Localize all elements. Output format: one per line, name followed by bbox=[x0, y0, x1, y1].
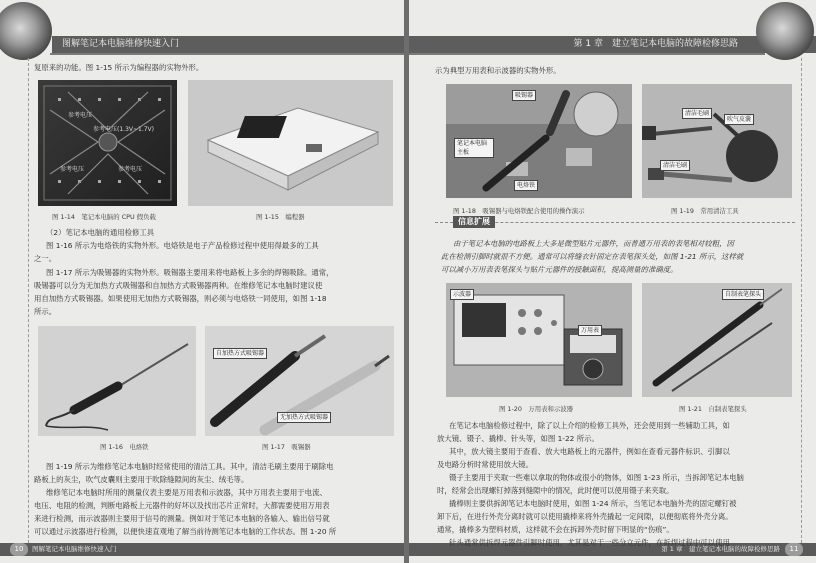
fig-1-16-caption: 图 1-16 电烙铁 bbox=[100, 443, 149, 451]
programmer-photo bbox=[188, 80, 393, 206]
fig-1-21-caption: 图 1-21 自制表笔探头 bbox=[679, 405, 747, 413]
left-para-2a: 图 1-17 所示为吸锡器的实物外形。吸锡器主要用来将电路板上多余的焊锡吸除。通常， bbox=[46, 268, 334, 277]
fig-1-19-label-brush-top: 清洁毛刷 bbox=[682, 108, 712, 119]
cpu-dummy-load-photo bbox=[38, 80, 177, 206]
fig-1-15-caption: 图 1-15 编程器 bbox=[256, 213, 305, 221]
right-page-number: 11 bbox=[785, 543, 803, 556]
left-page-number: 10 bbox=[10, 543, 28, 556]
fig-1-14-label-3: 参考电压 bbox=[60, 166, 85, 173]
fig-1-21-label-probe: 自制表笔探头 bbox=[722, 289, 764, 300]
left-header: 图解笔记本电脑维修快速入门 bbox=[52, 36, 404, 53]
right-header: 第 1 章 建立笔记本电脑的故障检修思路 bbox=[409, 36, 816, 53]
right-para-5a: 针头通常供拆焊元器件引脚时使用，尤其是对于一些分立元件，在拆焊过程中可以使用 bbox=[449, 538, 730, 547]
fig-1-19-label-brush-bottom: 清洁毛刷 bbox=[660, 160, 690, 171]
left-lower-2b: 电压、电阻的检测，判断电路板上元器件的好坏以及找出芯片正常时，大都需要使用万用表 bbox=[34, 501, 330, 510]
left-footer-title: 图解笔记本电脑维修快速入门 bbox=[32, 545, 117, 553]
right-para-3b: 时，经常会出现螺钉掉落到缝隙中的情况，此时便可以使用镊子来夹取。 bbox=[437, 486, 674, 495]
fig-1-20-label-meter: 万用表 bbox=[578, 325, 602, 336]
left-lower-2c: 来进行检测，而示波器则主要用于信号的测量。例如对于笔记本电脑的各输入、输出信号就 bbox=[34, 514, 330, 523]
right-para-4a: 撬棒则主要供拆卸笔记本电脑时使用，如图 1-24 所示，当笔记本电脑外壳的固定螺钉被 bbox=[449, 499, 737, 508]
left-lower-2d: 可以通过示波器进行检测，以便快速直观地了解当前待测笔记本电脑的工作状态。图 1-20 所 bbox=[34, 527, 337, 536]
info-box-line-1: 由于笔记本电脑的电路板上大多是微型贴片元器件，而普通万用表的表笔相对较粗，因 bbox=[453, 239, 734, 248]
right-para-1b: 放大镜、镊子、撬棒、针头等，如图 1-22 所示。 bbox=[437, 434, 599, 443]
chip-logo-icon bbox=[0, 2, 52, 60]
multimeter-oscilloscope-photo bbox=[446, 283, 632, 397]
fig-1-18-label-pump: 吸锡器 bbox=[512, 90, 536, 101]
left-header-rule bbox=[50, 53, 404, 55]
right-para-3a: 镊子主要用于夹取一些难以拿取的物体或很小的物体，如图 1-23 所示，当拆卸笔记本电脑 bbox=[449, 473, 744, 482]
probe-photo bbox=[642, 283, 792, 397]
right-para-2a: 其中，放大镜主要用于查看、放大电路板上的元器件，例如在查看元器件标识、引脚以 bbox=[449, 447, 730, 456]
left-para-1a: 图 1-16 所示为电烙铁的实物外形。电烙铁是电子产品检修过程中使用得最多的工具 bbox=[46, 241, 319, 250]
oscilloscope-icon bbox=[446, 283, 632, 397]
right-footer-title: 第 1 章 建立笔记本电脑的故障检修思路 bbox=[661, 545, 780, 553]
left-footer bbox=[0, 543, 404, 556]
info-box-line-2: 此在检测引脚时就很不方便。通常可以将缝衣针固定在表笔探头处，如图 1-21 所示，这样就 bbox=[441, 252, 744, 261]
cleaning-brush-icon bbox=[642, 84, 792, 198]
info-box-line-3: 可以减小万用表表笔探头与贴片元器件的接触面积，提高测量的准确度。 bbox=[441, 265, 678, 274]
soldering-iron-photo bbox=[38, 326, 196, 436]
left-margin-rule bbox=[28, 58, 29, 543]
left-para-heading: （2）笔记本电脑的通用检修工具 bbox=[46, 228, 155, 237]
circuit-board-icon bbox=[38, 80, 177, 206]
right-para-4b: 卸下后，在进行外壳分离时就可以使用撬棒来将外壳撬起一定间隙，以便彻底将外壳分离。 bbox=[437, 512, 733, 521]
left-para-2d: 所示。 bbox=[34, 307, 57, 316]
info-box-title: 信息扩展 bbox=[453, 216, 495, 228]
left-para-2b: 吸锡器可以分为无加热方式吸锡器和自加热方式吸锡器两种。在维修笔记本电脑时建议使 bbox=[34, 281, 323, 290]
fig-1-14-label-4: 参考电压 bbox=[118, 166, 143, 173]
fig-1-14-label-2: 参考电压(1.3V~1.7V) bbox=[93, 126, 155, 133]
left-para-2c: 用自加热方式吸锡器。如果使用无加热方式吸锡器，则必须与电烙铁一同使用，如图 1-18 bbox=[34, 294, 327, 303]
programmer-device-icon bbox=[188, 80, 393, 206]
right-header-rule bbox=[409, 53, 765, 55]
left-page bbox=[0, 0, 404, 563]
right-page bbox=[409, 0, 816, 563]
left-lower-1b: 路板上的灰尘，吹气皮囊则主要用于吹除缝隙间的灰尘、绒毛等。 bbox=[34, 475, 249, 484]
soldering-iron-icon bbox=[38, 326, 196, 436]
fig-1-20-caption: 图 1-20 万用表和示波器 bbox=[499, 405, 574, 413]
fig-1-18-label-board: 笔记本电脑主板 bbox=[454, 138, 494, 158]
left-para-1b: 之一。 bbox=[34, 254, 57, 263]
chip-logo-icon bbox=[756, 2, 814, 60]
cleaning-tools-photo bbox=[642, 84, 792, 198]
left-intro: 复原来的功能。图 1-15 所示为编程器的实物外形。 bbox=[34, 63, 204, 72]
left-lower-2a: 维修笔记本电脑时所用的测量仪表主要是万用表和示波器，其中万用表主要用于电流、 bbox=[46, 488, 327, 497]
fig-1-17-label-unheated: 无加热方式吸锡器 bbox=[277, 412, 331, 423]
fig-1-20-label-scope: 示波器 bbox=[450, 289, 474, 300]
fig-1-14-label-1: 参考电压 bbox=[68, 112, 93, 119]
fig-1-17-label-heated: 自加热方式吸锡器 bbox=[213, 348, 267, 359]
fig-1-17-caption: 图 1-17 吸锡器 bbox=[262, 443, 311, 451]
right-margin-rule bbox=[801, 58, 802, 543]
desoldering-demo-photo bbox=[446, 84, 632, 198]
fig-1-18-label-iron: 电烙铁 bbox=[514, 180, 538, 191]
fig-1-14-caption: 图 1-14 笔记本电脑的 CPU 假负载 bbox=[52, 213, 156, 221]
right-para-2b: 及电路分析时常使用放大镜。 bbox=[437, 460, 534, 469]
right-para-4c: 通常，撬棒多为塑料材质，这样就不会在拆卸外壳时留下明显的“伤痕”。 bbox=[437, 525, 674, 534]
test-probe-icon bbox=[642, 283, 792, 397]
right-para-1a: 在笔记本电脑检修过程中，除了以上介绍的检修工具外，还会使用到一些辅助工具，如 bbox=[449, 421, 730, 430]
left-lower-1a: 图 1-19 所示为维修笔记本电脑时经常使用的清洁工具。其中，清洁毛刷主要用于刷除电 bbox=[46, 462, 334, 471]
desoldering-pump-photo bbox=[205, 326, 394, 436]
fig-1-18-caption: 图 1-18 吸锡器与电烙铁配合使用的操作演示 bbox=[453, 207, 585, 215]
right-intro: 示为典型万用表和示波器的实物外形。 bbox=[435, 66, 561, 75]
fig-1-19-label-blower: 吹气皮囊 bbox=[724, 114, 754, 125]
fig-1-19-caption: 图 1-19 常用清洁工具 bbox=[671, 207, 739, 215]
